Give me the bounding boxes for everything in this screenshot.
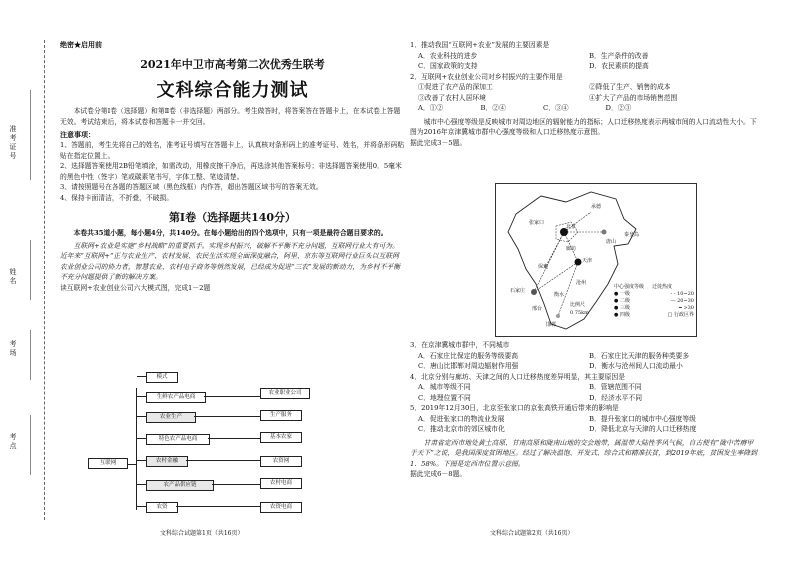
flow-edge bbox=[137, 396, 146, 397]
flow-edge bbox=[137, 460, 146, 461]
node-basic-farmer: 基本农家 bbox=[260, 432, 302, 443]
label-room: 考场 bbox=[9, 340, 17, 358]
map-lead: 据此完成3－5题。 bbox=[410, 138, 467, 147]
node-agri-company: 农业职业公司 bbox=[260, 388, 310, 399]
handan-marker bbox=[556, 314, 560, 318]
q2-options bbox=[410, 103, 668, 114]
passage-lead: 读互联网+农业创业公司六大模式图，完成1－2题 bbox=[60, 283, 211, 292]
q5-options bbox=[410, 414, 760, 435]
node-production-service: 生产服务 bbox=[260, 410, 302, 421]
exam-id-line bbox=[30, 90, 31, 180]
note-2: 2、选择题答案使用2B铅笔填涂，如需改动，用橡皮擦干净后，再选涂其他答案标号；非选择题答案使用0．5毫米的黑色中性（签字）笔或碳素笔书写，字体工整、笔迹清楚。 bbox=[60, 162, 402, 181]
q4-option-d: D．经济水平不同 bbox=[589, 393, 643, 402]
flow-edge bbox=[137, 438, 146, 439]
legend-level-4: 四级 bbox=[619, 312, 630, 318]
node-agri-inputs: 农资 bbox=[146, 502, 178, 513]
q1-options bbox=[410, 51, 760, 72]
footer-right: 文科综合试题第2页（共16页） bbox=[490, 530, 574, 537]
flow-edge bbox=[137, 416, 146, 417]
footer-left: 文科综合试题第1页（共16页） bbox=[160, 530, 244, 537]
city-xingtai: 邢台 bbox=[532, 306, 543, 312]
flow-connector bbox=[128, 464, 136, 465]
passage-text: 互联网+农业是实施“乡村战略”的重要抓手。实现乡村振兴，破解不平衡不充分问题，互联网行业大有可为。近年来“互联网+”正与农业生产、农村发展、农民生活实现全面深度融合，阿里、京东等互联网行业巨头以互联网农业创业公司的协力者，智慧农业、农村电子商务等悄然发展，已经成为促进“三农”发展的新动力，为乡村不平衡不充分问题提供了新的解决方案。 bbox=[60, 241, 400, 281]
binding-margin bbox=[0, 40, 56, 540]
node-model: 模式 bbox=[146, 372, 178, 383]
q3-options bbox=[410, 351, 760, 372]
flow-edge bbox=[208, 438, 260, 439]
legend-boundary: 行政区界 bbox=[673, 312, 694, 318]
city-beijing: 北京 bbox=[566, 224, 577, 230]
node-specialty-ecommerce: 特色农产品电商 bbox=[146, 434, 210, 445]
q3-stem: 3．在京津冀城市群中，不同城市 bbox=[410, 341, 510, 349]
scale-value: 0 75km bbox=[570, 310, 589, 316]
q2-statement-2: ②降低了生产、销售的成本 bbox=[589, 83, 671, 91]
note-1: 1、答题前，考生先将自己的姓名，准考证号填写在答题卡上，认真核对条形码上的准考证号、姓名，并将条形码粘贴在指定位置上。 bbox=[60, 141, 405, 160]
jingjinji-map bbox=[495, 183, 697, 337]
notes-title: 注意事项： bbox=[60, 130, 95, 139]
map-passage: 城市中心强度等级是反映城市对周边地区的辐射能力的指标；人口迁移热度表示两城市间的人口流动性大小。下图为2016年京津冀城市群中心强度等级和人口迁移热度示意图。 bbox=[410, 117, 757, 136]
right-column bbox=[410, 40, 760, 148]
q4-options bbox=[410, 382, 760, 403]
q2-option-a: A．①② bbox=[418, 104, 444, 112]
node-supply-chain: 农产品供应链 bbox=[146, 480, 214, 491]
scale-label: 比例尺 bbox=[570, 302, 586, 308]
node-inputs-ecommerce: 农资电商 bbox=[260, 502, 302, 513]
shijiazhuang-marker bbox=[531, 289, 537, 295]
q3-option-d: D．衡水与沧州间人口流动最小 bbox=[589, 362, 683, 370]
q5-option-c: C．推动北京市的郊区城市化 bbox=[418, 425, 505, 433]
node-internet: 互联网 bbox=[88, 458, 128, 469]
q5-stem: 5．2019年12月30日，北京至张家口的京张高铁开通后带来的影响是 bbox=[410, 404, 619, 412]
business-model-diagram bbox=[88, 372, 308, 522]
city-zhangjiakou: 张家口 bbox=[529, 220, 545, 226]
q3-option-a: A．石家庄比保定的服务等级要高 bbox=[418, 351, 519, 360]
section-instruction: 本卷共35道小题，每小题4分，共140分。在每小题给出的四个选项中，只有一项是最符合题目要求的。 bbox=[73, 229, 388, 237]
node-rural-ecommerce: 农村电商 bbox=[260, 478, 302, 489]
flow-edge bbox=[212, 484, 260, 485]
room-line bbox=[30, 330, 31, 380]
section-title: 第Ⅰ卷（选择题共140分） bbox=[168, 211, 297, 224]
right-column-lower bbox=[410, 340, 760, 480]
node-agri-production: 农业生产 bbox=[146, 412, 196, 423]
flow-edge bbox=[194, 416, 260, 417]
city-tianjin: 天津 bbox=[582, 258, 593, 264]
q1-option-c: C．国家政策的支持 bbox=[418, 62, 478, 70]
tianjin-marker bbox=[575, 259, 582, 266]
flow-edge bbox=[137, 484, 146, 485]
node-rural-finance: 农村金融 bbox=[146, 456, 188, 467]
q2-option-b: B．②④ bbox=[480, 104, 506, 112]
final-lead: 据此完成6－8题。 bbox=[410, 470, 467, 478]
q5-option-b: B．提升张家口的城市中心强度等级 bbox=[589, 414, 696, 423]
flow-edge bbox=[137, 506, 146, 507]
legend-migration-title: 迁徙热度 bbox=[652, 284, 673, 290]
q1-option-a: A．农业科技的进步 bbox=[418, 51, 478, 60]
q4-option-b: B．管辖范围不同 bbox=[589, 383, 642, 391]
node-agri-net: 农资网 bbox=[260, 456, 302, 467]
q2-stem: 2．互联网+农业创业公司对乡村振兴的主要作用是 bbox=[410, 72, 563, 81]
cut-line bbox=[44, 40, 45, 520]
city-cangzhou: 沧州 bbox=[576, 280, 587, 286]
label-name: 姓名 bbox=[9, 268, 17, 286]
q3-option-b: B．石家庄比天津的服务种类要多 bbox=[589, 351, 690, 360]
flow-edge bbox=[137, 376, 146, 377]
city-shijiazhuang: 石家庄 bbox=[510, 288, 526, 294]
map-legend: 中心强度等级 迁徙热度 ● 一级 - - 10~20 ● 二级 — 20~30 ● 三级 ━ >30 ● 四级 □ 行政区界 bbox=[614, 284, 694, 318]
flow-edge bbox=[176, 506, 260, 507]
legend-level-2: 二级 bbox=[619, 298, 630, 304]
tangshan-marker bbox=[602, 230, 607, 235]
note-3: 3、请按照题号在各题的答题区域（黑色线框）内作答，超出答题区域书写的答案无效。 bbox=[60, 183, 323, 191]
label-exam-id: 准考证号 bbox=[9, 125, 17, 161]
legend-mig-3: >30 bbox=[683, 305, 694, 311]
label-seat: 考点 bbox=[9, 433, 17, 451]
note-4: 4、保持卡面清洁，不折叠，不破损。 bbox=[60, 193, 174, 202]
city-handan: 邯郸 bbox=[546, 322, 557, 328]
node-fresh-ecommerce: 生鲜农产品电商 bbox=[146, 392, 206, 403]
exam-title: 2021年中卫市高考第二次优秀生联考 bbox=[140, 58, 325, 71]
legend-mig-2: 20~30 bbox=[677, 298, 694, 304]
seat-line bbox=[30, 415, 31, 475]
legend-level-1: 一级 bbox=[619, 291, 630, 297]
q5-option-d: D．降低北京与天津的人口迁移热度 bbox=[589, 425, 697, 433]
q3-option-c: C．唐山比邯郸对周边辐射作用强 bbox=[418, 362, 519, 370]
q2-statement-4: ④扩大了产品的市场销售范围 bbox=[589, 93, 678, 102]
left-column bbox=[60, 40, 405, 293]
legend-level-3: 三级 bbox=[619, 305, 630, 311]
city-langfang: 廊坊 bbox=[566, 246, 577, 252]
q4-option-c: C．地理位置不同 bbox=[418, 393, 471, 402]
name-line bbox=[30, 240, 31, 300]
q1-stem: 1．推动我国“互联网+农业”发展的主要因素是 bbox=[410, 41, 550, 49]
q2-option-d: D．②③ bbox=[605, 104, 632, 112]
city-hengshui: 衡水 bbox=[554, 292, 565, 298]
city-chengde: 承德 bbox=[591, 204, 602, 210]
intro-text: 本试卷分第Ⅰ卷（选择题）和第Ⅱ卷（非选择题）两部分。考生做答时，将答案答在答题卡上，在本试卷上答题无效。考试结束后，将本试卷和答题卡一并交回。 bbox=[60, 107, 401, 126]
city-tangshan: 唐山 bbox=[606, 239, 617, 245]
subject-title: 文科综合能力测试 bbox=[156, 80, 309, 101]
q4-stem: 4．北京分别与廊坊、天津之间的人口迁移热度差异明显，其主要原因是 bbox=[410, 372, 626, 381]
q2-statement-3: ③改善了农村人居环境 bbox=[418, 93, 486, 102]
q1-option-d: D．农民素质的提高 bbox=[589, 62, 649, 70]
city-baoding: 保定 bbox=[538, 264, 549, 270]
final-passage: 甘肃省定西市地处黄土高原、甘南高原和陇南山地的交会地带，属温带大陆性季风气候，自古便有“陇中苦瘠甲于天下”之说，是我国深度贫困地区。经过了解决温饱、开发式、综合式和精准扶贫，到2019年底，贫困发生率降到1．58%。下图是定西市位置示意图。 bbox=[410, 438, 758, 468]
flow-edge bbox=[204, 396, 260, 397]
q2-option-c: C．③④ bbox=[543, 104, 569, 112]
legend-center-title: 中心强度等级 bbox=[614, 284, 645, 290]
q4-option-a: A．城市等级不同 bbox=[418, 383, 471, 391]
city-qinhuangdao: 秦皇岛 bbox=[624, 232, 640, 238]
flow-edge bbox=[186, 460, 260, 461]
legend-mig-1: 10~20 bbox=[677, 291, 694, 297]
q2-statement-1: ①促进了农产品的深加工 bbox=[418, 83, 493, 91]
q2-statements bbox=[410, 82, 760, 103]
q5-option-a: A．促进张家口的物流业发展 bbox=[418, 414, 505, 423]
flow-spine bbox=[136, 388, 137, 510]
secret-mark: 绝密★启用前 bbox=[60, 40, 102, 49]
q1-option-b: B．生产条件的改善 bbox=[589, 51, 649, 60]
